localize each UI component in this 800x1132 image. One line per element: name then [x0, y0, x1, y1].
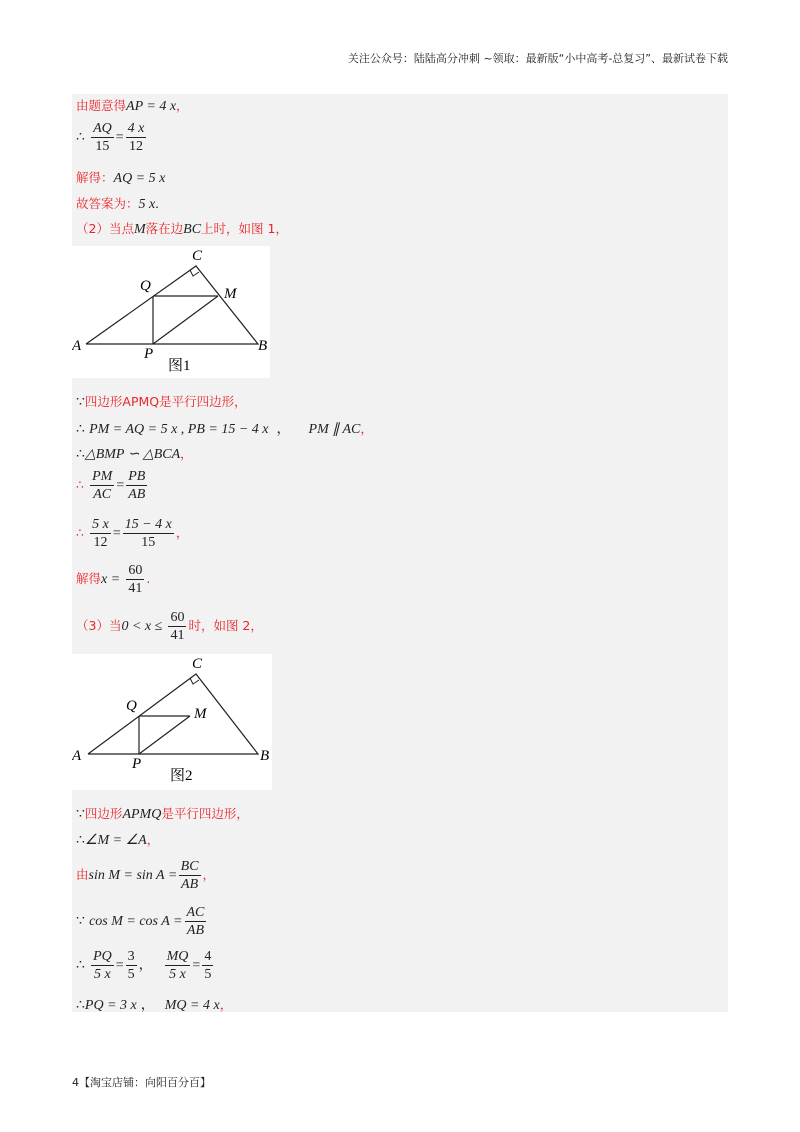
figure-2-caption: 图2 [170, 768, 193, 784]
line-7: ∴ PM = AQ = 5 x , PB = 15 − 4 x ， PM ∥ AC， [76, 421, 373, 437]
label-b: B [260, 748, 270, 764]
triangle-abc [86, 266, 258, 344]
line-9: ∴ $\frac{PM}{AC}$ = $\frac{PB}{AB}$ [76, 469, 146, 502]
triangle-abc [88, 674, 258, 754]
fraction-pb-ab: $\frac{PB}{AB}$ [128, 469, 146, 502]
label-a: A [72, 338, 82, 354]
segment-pm [139, 716, 190, 754]
fraction-pm-ac: $\frac{PM}{AC}$ [92, 469, 113, 502]
line-15: 由sin M = sin A = $\frac{BC}{AB}$ ， [76, 859, 216, 892]
right-angle-mark [190, 678, 199, 684]
label-m: M [194, 706, 207, 722]
label-m: M [224, 286, 237, 302]
figure-1 [72, 246, 270, 378]
line-17: ∴ $\frac{PQ}{5 x}$ = $\frac{3}{5}$ ， $\frac{MQ}{5 x}$ = $\frac{4}{5}$ [76, 949, 212, 982]
page-number: 4 [72, 1076, 79, 1089]
line-2: ∴ $\frac{AQ}{15}$ = $\frac{4 x}{12}$ [76, 121, 145, 154]
line-14: ∴∠M = ∠A， [76, 832, 160, 848]
line-5: （2）当点M落在边BC上时，如图 1， [76, 221, 288, 237]
fraction-3-5: $\frac{3}{5}$ [127, 949, 135, 982]
fraction-5x-12: $\frac{5 x}{12}$ [92, 517, 109, 550]
label-p: P [144, 346, 154, 362]
fraction-pq-5x: $\frac{PQ}{5 x}$ [93, 949, 112, 982]
footer-shop-text: 【淘宝店铺：向阳百分百】 [79, 1076, 211, 1089]
label-c: C [192, 248, 203, 264]
line-1: 由题意得AP = 4 x， [76, 98, 189, 114]
segment-pm [153, 296, 218, 344]
fraction-60-41: $\frac{60}{41}$ [128, 563, 143, 596]
line-11: 解得x = $\frac{60}{41}$ . [76, 563, 151, 596]
label-q: Q [126, 698, 137, 714]
fraction-mq-5x: $\frac{MQ}{5 x}$ [166, 949, 189, 982]
solution-content [72, 94, 728, 1012]
right-angle-mark [190, 270, 199, 276]
label-q: Q [140, 278, 151, 294]
fraction-4-5: $\frac{4}{5}$ [204, 949, 212, 982]
page-header: 关注公众号：陆陆高分冲刺 ~领取：最新版“小中高考-总复习”、最新试卷下载 [347, 52, 728, 65]
fraction-bc-ab: $\frac{BC}{AB}$ [180, 859, 199, 892]
label-b: B [258, 338, 268, 354]
label-p: P [132, 756, 142, 772]
label-a: A [72, 748, 82, 764]
label-c: C [192, 656, 203, 672]
line-18: ∴PQ = 3 x ， MQ = 4 x， [76, 997, 233, 1013]
line-16: ∵ cos M = cos A = $\frac{AC}{AB}$ [76, 905, 205, 938]
fraction-ac-ab: $\frac{AC}{AB}$ [186, 905, 205, 938]
line-8: ∴△BMP ∽ △BCA， [76, 446, 193, 462]
line-3: 解得：AQ = 5 x [76, 170, 166, 186]
page-footer [72, 1074, 211, 1090]
fraction-60-41-range: $\frac{60}{41}$ [170, 610, 185, 643]
line-13: ∵四边形APMQ是平行四边形， [76, 806, 249, 822]
fraction-aq-15: $\frac{AQ}{15}$ [93, 121, 112, 154]
figure-2 [72, 654, 272, 790]
fraction-15-4x-15: $\frac{15 - 4 x}{15}$ [124, 517, 172, 550]
line-4: 故答案为：5 x. [76, 196, 159, 212]
line-12: （3）当0 < x ≤ $\frac{60}{41}$ 时，如图 2， [76, 610, 263, 643]
figure-1-caption: 图1 [168, 358, 191, 374]
fraction-4x-12: $\frac{4 x}{12}$ [127, 121, 145, 154]
line-10: ∴ $\frac{5 x}{12}$ = $\frac{15 - 4 x}{15}$ ， [76, 517, 189, 550]
line-6: ∵四边形APMQ是平行四边形， [76, 394, 247, 410]
